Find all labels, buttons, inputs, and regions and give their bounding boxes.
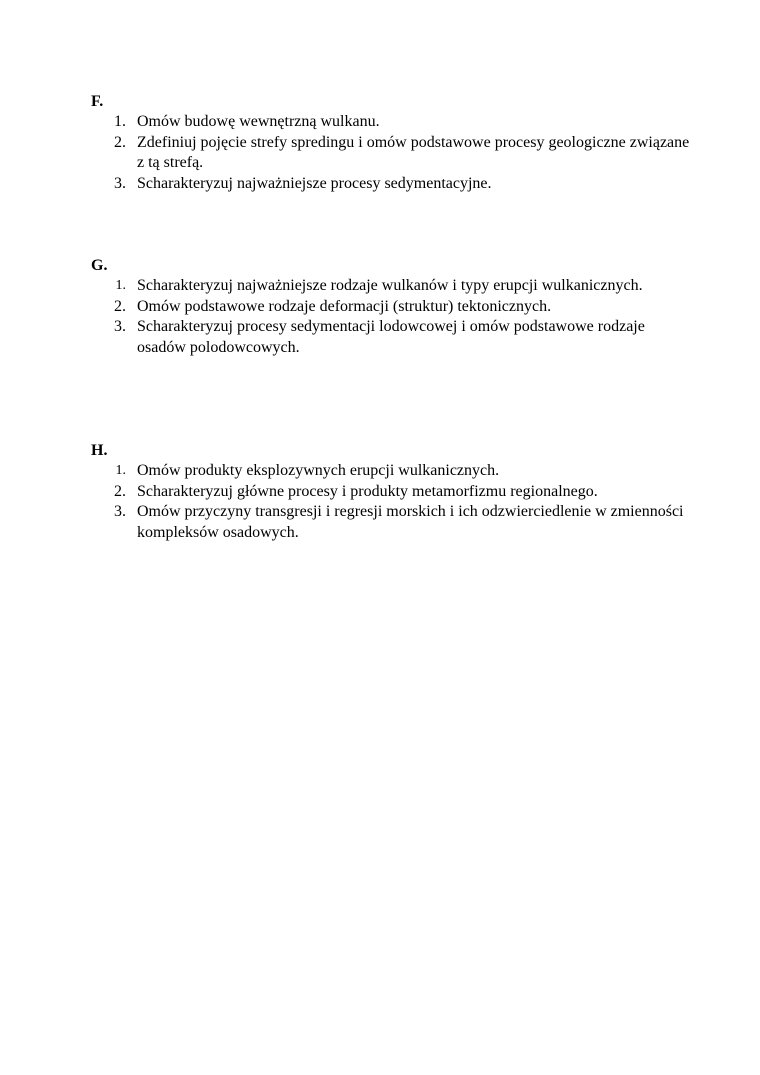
question-list bbox=[91, 461, 691, 543]
section-heading: G. bbox=[91, 257, 108, 274]
question-text: Omów przyczyny transgresji i regresji morskich i ich odzwierciedlenie w zmienności kompleksów osadowych. bbox=[137, 503, 684, 541]
question-number: 3. bbox=[114, 318, 126, 335]
question-item bbox=[91, 317, 691, 358]
question-list bbox=[91, 112, 691, 194]
question-number: 2. bbox=[114, 297, 126, 315]
question-number: 1. bbox=[115, 463, 126, 478]
question-number: 2. bbox=[114, 482, 126, 500]
question-item bbox=[91, 297, 691, 318]
question-item bbox=[91, 276, 691, 297]
question-text: Scharakteryzuj główne procesy i produkty metamorfizmu regionalnego. bbox=[137, 482, 598, 500]
question-text: Omów budowę wewnętrzną wulkanu. bbox=[137, 113, 380, 130]
question-item bbox=[91, 482, 691, 503]
question-text: Omów podstawowe rodzaje deformacji (struktur) tektonicznych. bbox=[137, 297, 552, 315]
section-heading: F. bbox=[91, 93, 104, 110]
question-text: Omów produkty eksplozywnych erupcji wulkanicznych. bbox=[137, 462, 500, 479]
question-list bbox=[91, 276, 691, 358]
section-h bbox=[91, 441, 691, 543]
question-text: Scharakteryzuj najważniejsze procesy sedymentacyjne. bbox=[137, 174, 492, 192]
section-f bbox=[91, 92, 691, 194]
section-g bbox=[91, 256, 691, 358]
question-item bbox=[91, 112, 691, 133]
question-item bbox=[91, 133, 691, 174]
question-number: 3. bbox=[114, 503, 126, 520]
section-heading: H. bbox=[91, 442, 108, 459]
question-item bbox=[91, 174, 691, 195]
question-number: 2. bbox=[114, 133, 126, 151]
question-text: Scharakteryzuj najważniejsze rodzaje wulkanów i typy erupcji wulkanicznych. bbox=[137, 277, 643, 294]
question-number: 3. bbox=[114, 174, 126, 192]
question-text: Scharakteryzuj procesy sedymentacji lodowcowej i omów podstawowe rodzaje osadów polodowcowych. bbox=[137, 318, 645, 356]
question-number: 1. bbox=[115, 278, 126, 293]
question-number: 1. bbox=[114, 113, 126, 130]
question-item bbox=[91, 461, 691, 482]
question-text: Zdefiniuj pojęcie strefy spredingu i omów podstawowe procesy geologiczne związane z tą strefą. bbox=[137, 133, 690, 171]
question-item bbox=[91, 502, 691, 543]
